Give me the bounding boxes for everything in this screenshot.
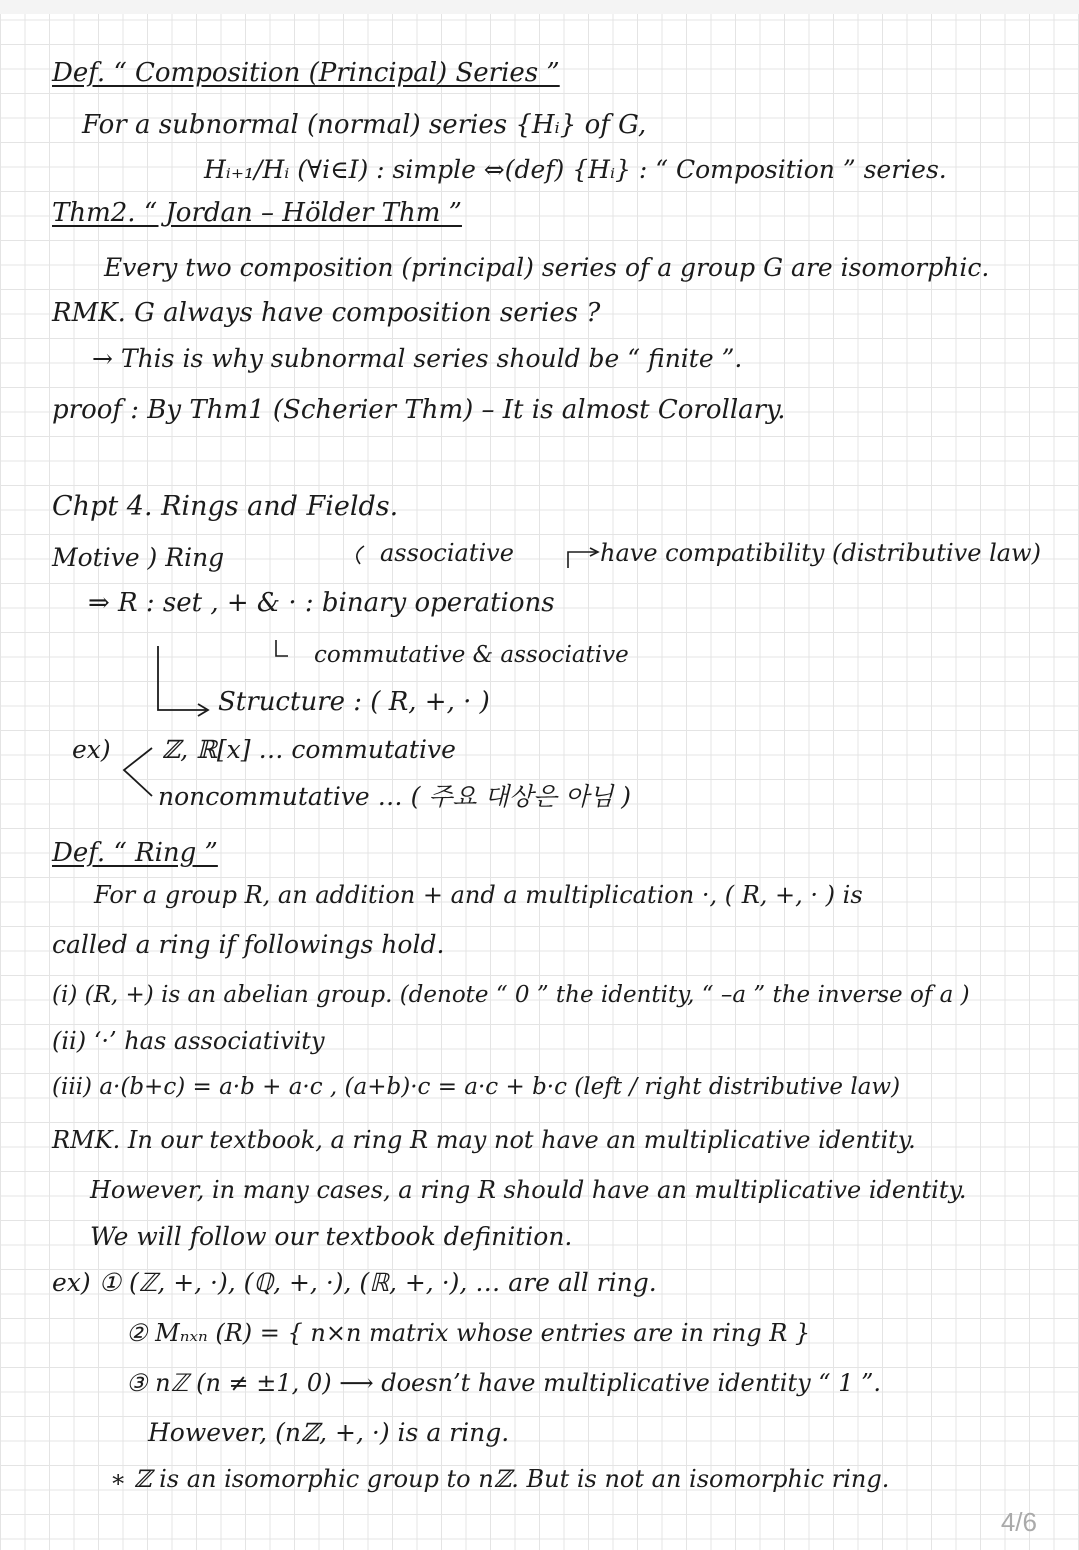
proof-line: proof : By Thm1 (Scherier Thm) – It is almost Corollary. [52, 395, 786, 425]
def-ring-heading: Def. “ Ring ” [52, 838, 218, 868]
thm2-statement: Every two composition (principal) series of a group G are isomorphic. [104, 253, 990, 282]
rmk-finite-note: → This is why subnormal series should be “ finite ”. [92, 344, 743, 373]
def-composition-series-heading: Def. “ Composition (Principal) Series ” [52, 58, 560, 88]
rmk-textbook-line-3: We will follow our textbook definition. [90, 1222, 573, 1251]
motive-ring-line: Motive ) Ring [52, 543, 225, 572]
ring-example-2: ② Mₙₓₙ (R) = { n×n matrix whose entries are in ring R } [126, 1319, 811, 1347]
example-label: ex) [72, 735, 111, 764]
ring-example-3-cont: However, (nℤ, +, ·) is a ring. [148, 1418, 510, 1447]
rmk-textbook-line-2: However, in many cases, a ring R should have an multiplicative identity. [90, 1176, 967, 1204]
associative-annotation: associative [380, 539, 514, 567]
isomorphic-note: ∗ ℤ is an isomorphic group to nℤ. But is not an isomorphic ring. [110, 1465, 890, 1493]
page-number: 4/6 [1000, 1507, 1037, 1537]
commutative-associative-note: commutative & associative [314, 642, 629, 668]
def-composition-line-1: For a subnormal (normal) series {Hᵢ} of G, [82, 110, 647, 140]
def-composition-line-2: Hᵢ₊₁/Hᵢ (∀i∈I) : simple ⇔(def) {Hᵢ} : “ Composition ” series. [204, 155, 947, 184]
notebook-page [0, 14, 1079, 1550]
def-ring-line-2: called a ring if followings hold. [52, 930, 445, 959]
example-commutative: ℤ, ℝ[x] … commutative [162, 735, 456, 764]
thm2-heading: Thm2. “ Jordan – Hölder Thm ” [52, 198, 462, 228]
rmk-textbook-line-1: RMK. In our textbook, a ring R may not have an multiplicative identity. [52, 1126, 916, 1154]
chapter-4-heading: Chpt 4. Rings and Fields. [52, 491, 399, 522]
example-noncommutative: noncommutative … ( 주요 대상은 아님 ) [158, 782, 631, 811]
ring-axiom-ii: (ii) ‘·’ has associativity [52, 1027, 325, 1055]
structure-line: Structure : ( R, +, · ) [218, 687, 490, 717]
compatibility-annotation: have compatibility (distributive law) [600, 539, 1041, 567]
ring-axiom-iii: (iii) a·(b+c) = a·b + a·c , (a+b)·c = a·c + b·c (left / right distributive law) [52, 1074, 901, 1100]
rmk-composition-question: RMK. G always have composition series ? [52, 298, 601, 328]
ring-axiom-i: (i) (R, +) is an abelian group. (denote “ 0 ” the identity, “ –a ” the inverse of a ) [52, 982, 970, 1008]
ring-set-operations-line: ⇒ R : set , + & · : binary operations [88, 588, 555, 618]
ring-example-1: ex) ① (ℤ, +, ·), (ℚ, +, ·), (ℝ, +, ·), … are all ring. [52, 1268, 657, 1297]
ring-example-3: ③ nℤ (n ≠ ±1, 0) ⟶ doesn’t have multiplicative identity “ 1 ”. [126, 1369, 882, 1397]
def-ring-line-1: For a group R, an addition + and a multiplication ·, ( R, +, · ) is [94, 881, 863, 909]
